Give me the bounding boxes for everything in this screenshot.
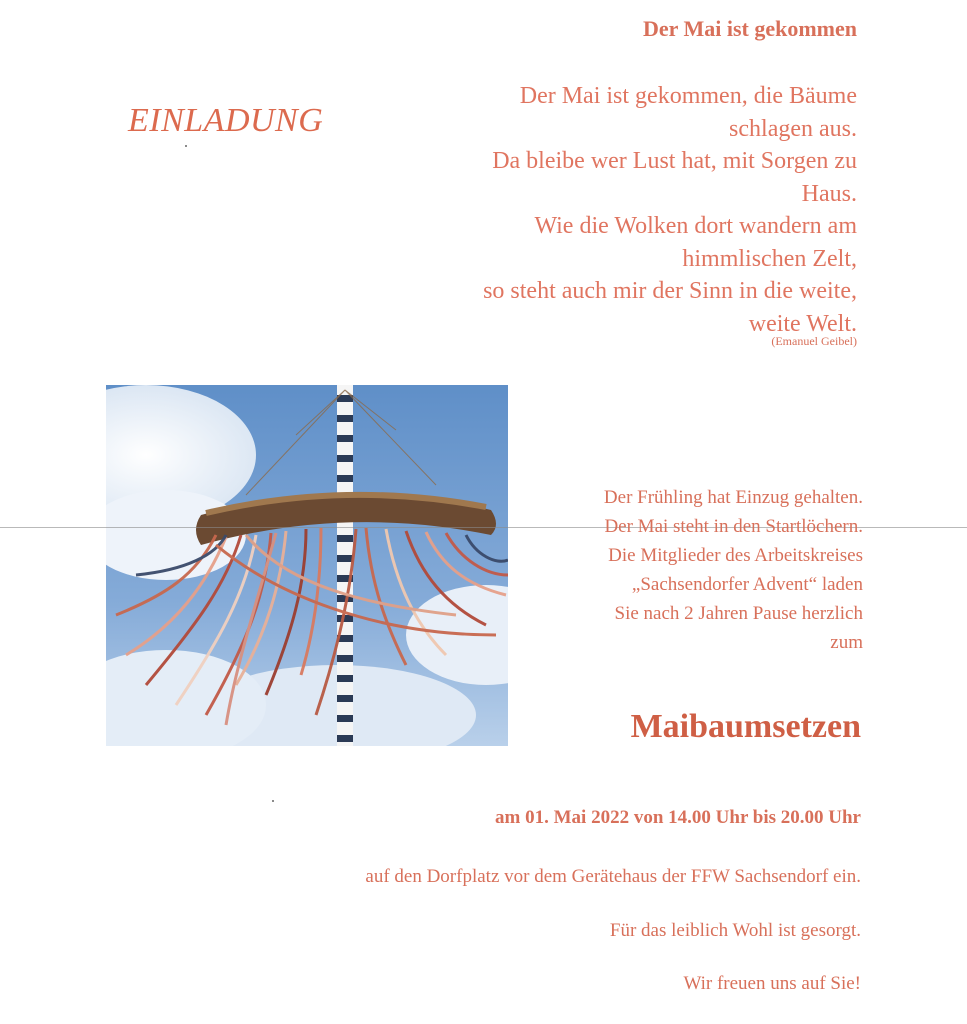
maypole-illustration [106,385,508,746]
event-date: am 01. Mai 2022 von 14.00 Uhr bis 20.00 Uhr [495,807,861,828]
closing-line: Wir freuen uns auf Sie! [683,973,861,994]
poem-line: Haus. [801,180,857,207]
poem-line: schlagen aus. [729,115,857,142]
event-place: auf den Dorfplatz vor dem Gerätehaus der FFW Sachsendorf ein. [365,866,861,887]
poem-line: Da bleibe wer Lust hat, mit Sorgen zu [492,148,857,174]
maypole-photo [106,385,508,746]
intro-line: Der Frühling hat Einzug gehalten. [603,487,863,508]
scan-speck [272,800,274,802]
poem-title: Der Mai ist gekommen [642,16,857,41]
intro-line: „Sachsendorfer Advent“ laden [631,574,863,595]
poem-text [377,80,857,340]
intro-line: Sie nach 2 Jahren Pause herzlich [614,603,863,624]
poem-line: weite Welt. [748,310,857,337]
scan-speck [185,145,187,147]
event-title: Maibaumsetzen [630,708,861,745]
intro-line: Die Mitglieder des Arbeitskreises [608,545,863,566]
intro-line: zum [830,632,863,653]
invitation-intro [503,483,863,657]
poem-line: so steht auch mir der Sinn in die weite, [483,278,857,304]
catering-note: Für das leiblich Wohl ist gesorgt. [609,920,861,941]
invitation-heading: EINLADUNG [128,102,324,139]
poem-line: himmlischen Zelt, [682,245,857,272]
intro-line: Der Mai steht in den Startlöchern. [604,516,863,537]
poem-line: Der Mai ist gekommen, die Bäume [519,83,857,109]
poem-line: Wie die Wolken dort wandern am [534,213,857,239]
poem-author: (Emanuel Geibel) [771,334,857,348]
